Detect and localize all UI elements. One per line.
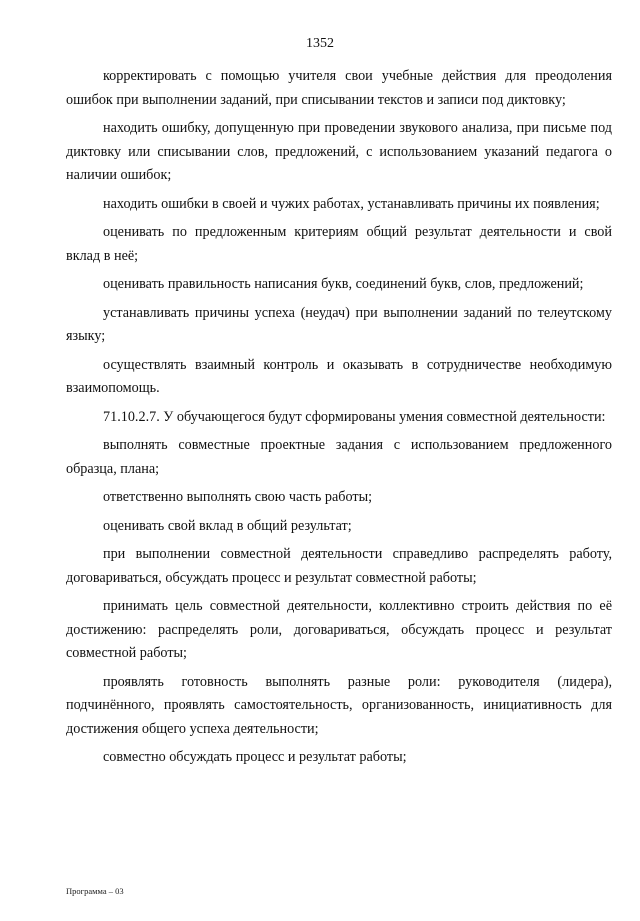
paragraph: оценивать свой вклад в общий результат;: [103, 517, 352, 534]
section-heading-paragraph: 71.10.2.7. У обучающегося будут сформированы умения совместной деятельности:: [103, 408, 606, 425]
page-footer: Программа – 03: [66, 886, 124, 896]
paragraph: принимать цель совместной деятельности, коллективно строить действия по её достижению: распределять роли, договариваться, обсуждать процесс и результат совместной работы;: [66, 598, 612, 661]
paragraph: проявлять готовность выполнять разные роли: руководителя (лидера), подчинённого, проявлять самостоятельность, организованность, инициативность для достижения общего успеха деятельности;: [66, 673, 612, 737]
paragraph: оценивать по предложенным критериям общий результат деятельности и свой вклад в неё;: [66, 224, 612, 264]
document-body: [66, 65, 612, 775]
page-number: 1352: [306, 36, 334, 51]
paragraph: ответственно выполнять свою часть работы;: [103, 489, 373, 505]
paragraph: совместно обсуждать процесс и результат работы;: [103, 749, 407, 765]
paragraph: выполнять совместные проектные задания с использованием предложенного образца, плана;: [66, 437, 612, 477]
paragraph: находить ошибку, допущенную при проведении звукового анализа, при письме под диктовку или списывании слов, предложений, с использованием указаний педагога о наличии ошибок;: [66, 120, 612, 183]
paragraph: находить ошибки в своей и чужих работах, устанавливать причины их появления;: [103, 195, 600, 212]
paragraph: устанавливать причины успеха (неудач) при выполнении заданий по телеутскому языку;: [66, 304, 612, 344]
paragraph: осуществлять взаимный контроль и оказывать в сотрудничестве необходимую взаимопомощь.: [66, 356, 612, 396]
paragraph: корректировать с помощью учителя свои учебные действия для преодоления ошибок при выполнении заданий, при списывании текстов и записи под диктовку;: [66, 68, 612, 108]
paragraph: оценивать правильность написания букв, соединений букв, слов, предложений;: [103, 276, 584, 292]
paragraph: при выполнении совместной деятельности справедливо распределять работу, договариваться, обсуждать процесс и результат совместной работы;: [66, 546, 612, 586]
